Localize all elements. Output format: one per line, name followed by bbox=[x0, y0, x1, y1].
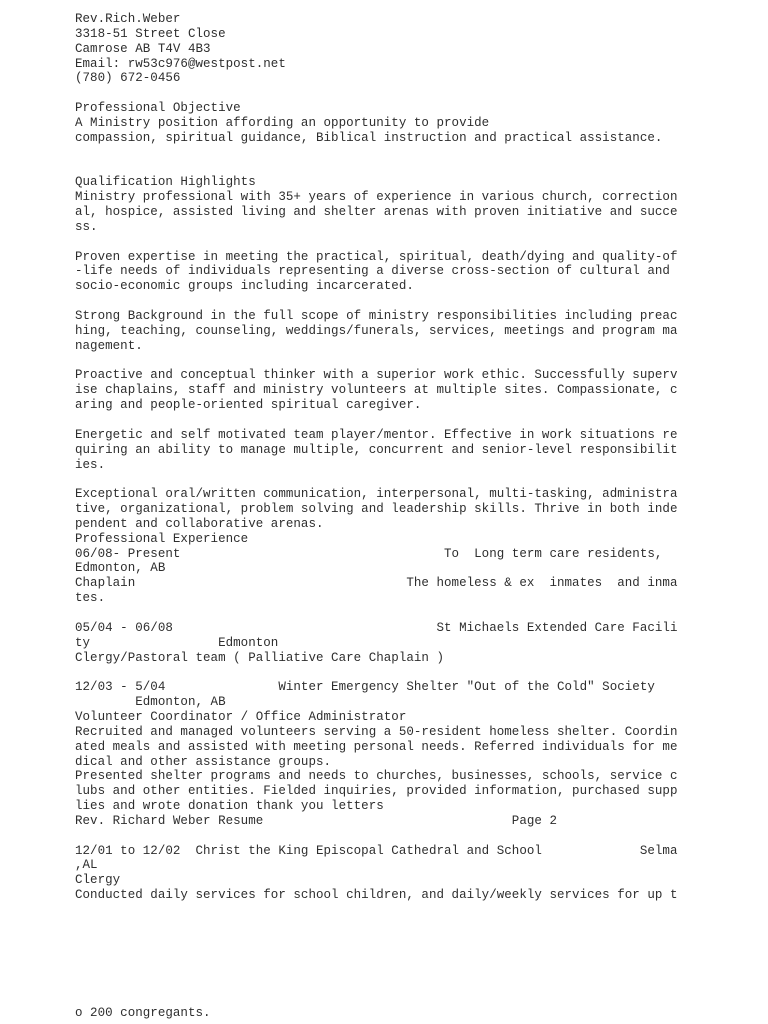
text-line: Camrose AB T4V 4B3 bbox=[75, 41, 211, 56]
text-line: Volunteer Coordinator / Office Administrator bbox=[75, 709, 407, 724]
text-line: Conducted daily services for school children, and daily/weekly services for up t bbox=[75, 888, 678, 903]
text-line: compassion, spiritual guidance, Biblical instruction and practical assistance. bbox=[75, 130, 663, 145]
text-line: ss. bbox=[75, 219, 98, 234]
text-line: ty Edmonton bbox=[75, 635, 279, 650]
text-line: 06/08- Present To Long term care residents, bbox=[75, 546, 663, 561]
text-line: Email: rw53c976@westpost.net bbox=[75, 56, 286, 71]
text-line: Clergy bbox=[75, 873, 121, 888]
text-line: tive, organizational, problem solving and leadership skills. Thrive in both inde bbox=[75, 502, 678, 517]
text-line: 12/03 - 5/04 Winter Emergency Shelter "Out of the Cold" Society bbox=[75, 680, 655, 695]
text-line: Edmonton, AB bbox=[75, 695, 226, 710]
text-line: lies and wrote donation thank you letters bbox=[75, 799, 384, 814]
text-line: Presented shelter programs and needs to churches, businesses, schools, service c bbox=[75, 769, 678, 784]
text-line: Professional Objective bbox=[75, 101, 241, 116]
text-line: 12/01 to 12/02 Christ the King Episcopal Cathedral and School Selma bbox=[75, 843, 678, 858]
text-line: Strong Background in the full scope of ministry responsibilities including preac bbox=[75, 309, 678, 323]
text-line: Ministry professional with 35+ years of experience in various church, correction bbox=[75, 190, 678, 205]
text-line: A Ministry position affording an opportunity to provide bbox=[75, 115, 490, 130]
text-line: dical and other assistance groups. bbox=[75, 754, 332, 769]
text-line: Proactive and conceptual thinker with a superior work ethic. Successfully superv bbox=[75, 368, 678, 383]
text-line: tes. bbox=[75, 591, 106, 606]
text-line: Clergy/Pastoral team ( Palliative Care Chaplain ) bbox=[75, 650, 445, 665]
text-line: Rev.Rich.Weber bbox=[75, 12, 181, 26]
text-line: Proven expertise in meeting the practical, spiritual, death/dying and quality-of bbox=[75, 249, 678, 264]
text-line: (780) 672-0456 bbox=[75, 71, 181, 86]
text-line: Chaplain The homeless & ex inmates and inma bbox=[75, 576, 678, 591]
text-line: Rev. Richard Weber Resume Page 2 bbox=[75, 813, 557, 828]
text-line: aring and people-oriented spiritual caregiver. bbox=[75, 398, 422, 413]
text-line: ated meals and assisted with meeting personal needs. Referred individuals for me bbox=[75, 739, 678, 754]
text-line: Qualification Highlights bbox=[75, 175, 256, 190]
text-line: Edmonton, AB bbox=[75, 561, 166, 576]
text-line: Recruited and managed volunteers serving a 50-resident homeless shelter. Coordin bbox=[75, 724, 678, 739]
text-line: Energetic and self motivated team player/mentor. Effective in work situations re bbox=[75, 427, 678, 442]
text-line: socio-economic groups including incarcerated. bbox=[75, 279, 414, 294]
text-line: ise chaplains, staff and ministry volunteers at multiple sites. Compassionate, c bbox=[75, 383, 678, 398]
text-line: ,AL bbox=[75, 858, 98, 873]
text-line: Professional Experience bbox=[75, 531, 249, 546]
text-line: quiring an ability to manage multiple, concurrent and senior-level responsibilit bbox=[75, 442, 678, 457]
text-line: al, hospice, assisted living and shelter arenas with proven initiative and succe bbox=[75, 205, 678, 220]
text-line: hing, teaching, counseling, weddings/funerals, services, meetings and program ma bbox=[75, 323, 678, 338]
text-line: nagement. bbox=[75, 338, 143, 353]
footer-text-line: o 200 congregants. bbox=[75, 1006, 211, 1020]
text-line: pendent and collaborative arenas. bbox=[75, 516, 324, 531]
text-line: Exceptional oral/written communication, interpersonal, multi-tasking, administra bbox=[75, 487, 678, 502]
text-line: -life needs of individuals representing a diverse cross-section of cultural and bbox=[75, 264, 670, 279]
text-line: ies. bbox=[75, 457, 106, 472]
text-line: 05/04 - 06/08 St Michaels Extended Care Facili bbox=[75, 620, 678, 635]
text-line: 3318-51 Street Close bbox=[75, 26, 226, 41]
text-line: lubs and other entities. Fielded inquiries, provided information, purchased supp bbox=[75, 784, 678, 799]
